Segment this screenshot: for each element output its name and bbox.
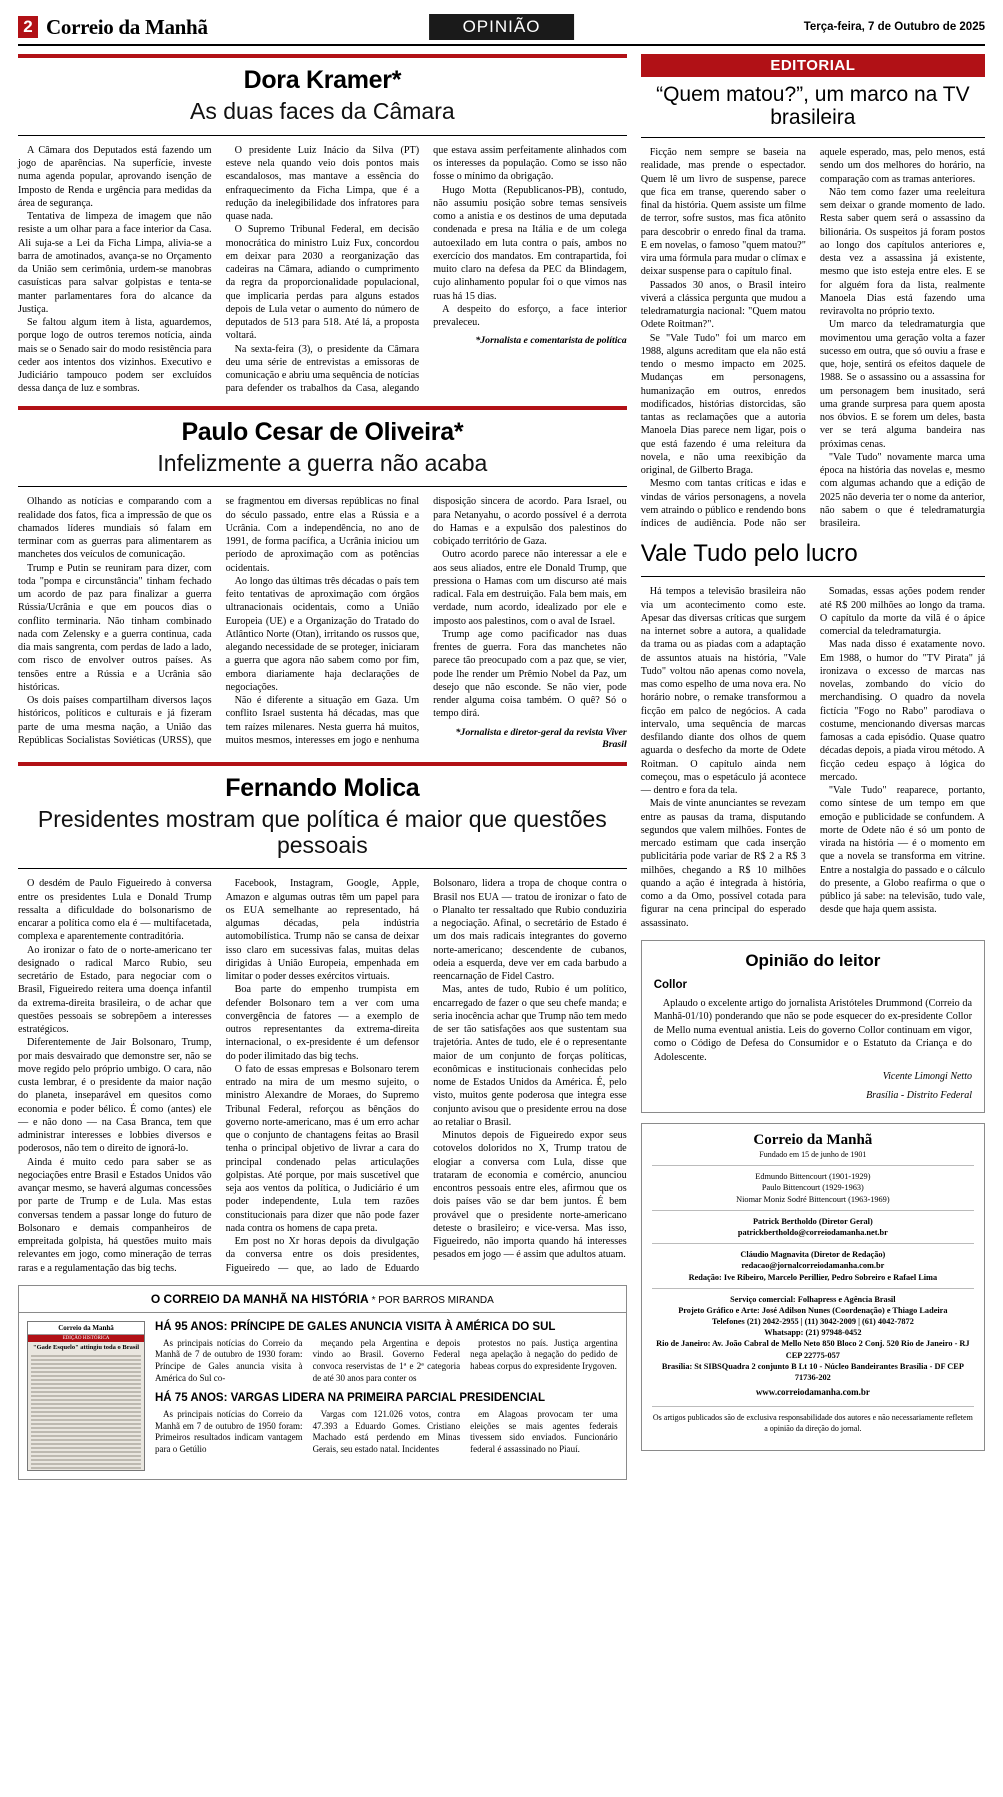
imprint-address-rj: Rio de Janeiro: Av. João Cabral de Mello Neto 850 Bloco 2 Conj. 520 Rio de Janeiro - RJ CEP 22775-057 (656, 1339, 970, 1360)
article-author: Paulo Cesar de Oliveira* (181, 417, 464, 446)
paragraph: Mais de vinte anunciantes se revezam entre as pausas da trama, disputando segundos que valem milhões. Fontes de mercado estimam que cada inserção publicitária pode variar de R$ 2 a R$ 3 milhões, chegando a R$ 10 milhões quando a ação é integrada à história, como a da Omo, possível cotada para figurar na cena principal do esperado assassinato. (640, 798, 806, 929)
history-block (155, 1392, 618, 1455)
issue-date: Terça-feira, 7 de Outubro de 2025 (803, 21, 985, 33)
paragraph: Trump age como pacificador nas duas frentes de guerra. Fora das manchetes não parece tão preocupado com a paz que, se vier, pode lhe render um Prêmio Nobel da Paz, um desejo que não esconde. Se não vier, pode render alguma coisa também. O quê? Só o tempo dirá. (433, 628, 627, 720)
vale-tudo-divider (641, 576, 985, 577)
history-block (155, 1321, 618, 1384)
imprint-website[interactable]: www.correiodamanha.com.br (755, 1387, 870, 1398)
imprint-divider (652, 1406, 974, 1407)
article-signature: *Jornalista e diretor-geral da revista Viver Brasil (455, 726, 627, 751)
paragraph: Não tem como fazer uma reeleitura sem deixar o grande momento de lado. Resta saber quem será o assassino da bilionária. Os suspeitos já foram postos ao longo dos capítulos anteriores e, desta vez a assassina já existente, mesmo que isto esteja entre eles. E se for alguém fora da lista, realmente Manoela Dias está fazendo uma reviravolta no próprio texto. (819, 186, 985, 318)
paragraph: Em post no Xr horas depois da divulgação da conversa entre os dois presidentes, Figueiredo — que, ao lado de Eduardo Bolsonaro, lidera a tropa de choque contra o Brasil nos EUA — tratou de ironizar o fato de o Planalto ter ressaltado que Rubio conduziria a negociação. Afinal, o secretário de Estado é um dos mais radicais integrantes do governo norte-americano; descendente de cubanos, odeia a esquerda, deve ver em cada barbudo a reencarnação de Fidel Castro. (225, 878, 627, 1274)
reader-opinion-text: Aplaudo o excelente artigo do jornalista Aristóteles Drummond (Correio da Manhã-01/10) ponderando que não se pode esquecer do ex-presidente Collor de Mello numa eventual anistia. Leis do governo Collor continuam em vigor, como o Código de Defesa do Consumidor e o Estatuto da Criança e do Adolescente. (653, 997, 972, 1063)
history-byline: * POR BARROS MIRANDA (371, 1294, 494, 1306)
thumbnail-strip: EDIÇÃO HISTÓRICA (28, 1335, 144, 1342)
imprint-paper-name: Correio da Manhã (753, 1132, 873, 1149)
paragraph: Minutos depois de Figueiredo expor seus cotovelos doloridos no X, Trump tratou de elogiar a conversa com Lula, disse que trataram de economia e comércio, anunciou encontros pessoais entre eles, afirmou que os dois países vão se dar bem juntos. É bem provável que o presidente norte-americano deteste o brasileiro; e vice-versa. Mas isso, Figueiredo, não importa quando há interesses pesados em jogo — é assim que adultos atuam. (433, 1130, 627, 1261)
article-redbar (18, 54, 627, 58)
paragraph: Não é diferente a situação em Gaza. Um conflito Israel sustenta há décadas, mas que tem raízes milenares. Nesta guerra há muitos, muitos mesmos, interesses em jogo e nenhuma disposição sincera de acordo. Para Israel, ou para Netanyahu, o acordo possível é a derrota do Hamas e a expulsão dos palestinos do cobiçado território de Gaza. (225, 496, 627, 746)
imprint-director: Paulo Bittencourt (1929-1963) (761, 1183, 864, 1193)
thumbnail-masthead: Correio da Manhã (28, 1322, 144, 1335)
paper-name: Correio da Manhã (46, 14, 208, 39)
imprint-divider (652, 1243, 974, 1244)
paragraph: Tentativa de limpeza de imagem que não resiste a um olhar para a face interior da Casa. Ali suja-se a Lei da Ficha Limpa, alivia-se a barra de amotinados, avança-se no Orçamento da União sem cerimônia, urdem-se manobras casuísticas para salvar golpistas e tenta-se manter parlamentares fora do alcance da Justiça. (18, 211, 212, 315)
section-banner: OPINIÃO (429, 14, 575, 40)
article-dora-kramer (18, 54, 627, 396)
vale-tudo-title: Vale Tudo pelo lucro (640, 540, 858, 568)
page-number: 2 (18, 16, 38, 38)
imprint-project: Projeto Gráfico e Arte: José Adilson Nunes (Coordenação) e Thiago Ladeira (678, 1305, 948, 1315)
article-headline: As duas faces da Câmara (190, 98, 455, 124)
imprint-redacao-email[interactable]: redacao@jornalcorreiodamanha.com.br (741, 1261, 885, 1271)
article-divider (18, 486, 627, 487)
thumbnail-text-lines (28, 1353, 144, 1471)
article-author: Fernando Molica (225, 773, 420, 802)
history-thumbnail (27, 1321, 145, 1471)
article-paulo-cesar-oliveira (18, 406, 627, 752)
thumbnail-headline: "Gade Esquelo" attingiu toda o Brasil (33, 1343, 139, 1351)
imprint-redacao-team: Redação: Ive Ribeiro, Marcelo Perillier, Pedro Sobreiro e Rafael Lima (688, 1272, 938, 1282)
imprint-address-bsb: Brasília: St SIBSQuadra 2 conjunto B Lt 10 - Núcleo Bandeirantes Brasília - DF CEP 71736-202 (661, 1361, 964, 1383)
editorial-title: “Quem matou?”, um marco na TV brasileira (656, 83, 970, 130)
imprint-phones: Telefones (21) 2042-2955 | (11) 3042-2009 | (61) 4042-7872 (711, 1317, 914, 1327)
article-headline: Presidentes mostram que política é maior que questões pessoais (37, 805, 607, 858)
paragraph: Trump e Putin se reuniram para dizer, com toda "pompa e circunstância" tinham fechado um acordo de paz para finalizar a guerra Rússia/Ucrânia e que em poucos dias o conflito terminaria. Não tinham combinado nada com Zelensky e a guerra continua, cada dia mais sangrenta, com perdas de lado a lado, com risco de envolver outros países. As tensões entre a Rússia e a Ucrânia são históricas. (18, 562, 212, 693)
paragraph: Mas nada disso é exatamente novo. Em 1988, o humor do "TV Pirata" já ironizava o excesso de marcas nas novelas, zombando do vício do merchandising. O quadro da novela fictícia "Fogo no Rabo" parodiava o costume, mencionando diversas marcas famosas a cada episódio. Quase quatro décadas depois, a piada virou método. A ficção cedeu espaço à lógica do mercado. (819, 639, 985, 783)
paragraph: Ao longo das últimas três décadas o país tem feito tentativas de aproximação com órgãos ultranacionais ocidentais, como a União Europeia (UE) e a Organização do Tratado do Atlântico Norte (Otan), irritando os russos que, alegando necessidade de se proteger, iniciaram a guerra que agora não sabem como por fim, embora diariamente haja declarações de negociações. (225, 575, 420, 693)
paragraph: As principais notícias do Correio da Manhã em 7 de outubro de 1950 foram: Primeiros resultados indicam vantagem para o Getúlio (155, 1409, 303, 1454)
paragraph: A despeito do esforço, a face interior prevaleceu. (433, 303, 627, 328)
reader-opinion-signature: Vicente Limongi Netto (882, 1071, 972, 1083)
paragraph: O fato de essas empresas e Bolsonaro terem entrado na mira de um mesmo sujeito, o ministro Alexandre de Moraes, do Supremo Tribunal Federal, reforçou as bênçãos do governo norte-americano, mas é um erro achar que o conjunto de chantagens feitas ao Brasil tenha o principal objetivo de livrar a cara do principal condenado pelas articulações golpistas. Até porque, por mais suscetível que seja aos ventos da política, o Judiciário é um poder independente, Lula tem razões constitucionais para dizer que não pode fazer nada contra os homens de capa preta. (225, 1063, 420, 1234)
paragraph: Passados 30 anos, o Brasil inteiro viverá a clássica pergunta que mudou a teledramaturgia nacional: "Quem matou Odete Roitman?". (640, 279, 806, 331)
imprint-founded: Fundado em 15 de junho de 1901 (759, 1150, 867, 1160)
imprint-editor: Patrick Bertholdo (Diretor Geral) (752, 1216, 873, 1226)
paragraph: Ao ironizar o fato de o norte-americano ter designado o radical Marco Rubio, seu secretário de Estado, para negociar com o Brasil, Figueiredo reitera uma doença infantil da extrema-direita brasileira, o de achar que questões pessoais se sobrepõem a interesses estratégicos. (18, 944, 212, 1036)
editorial-body (641, 146, 985, 530)
paragraph: O presidente Luiz Inácio da Silva (PT) esteve nela quando veio dois pontos mais escandalosos, mas mantave a essência do enfraquecimento da Ficha Limpa, que é a redução da inelegibilidade dos infratores para quase nada. (225, 144, 420, 222)
paragraph: Mesmo com tantas críticas e idas e vindas de vários personagens, a novela vem atraindo o público e rendendo bons índices de audiência. Pode não ser aquele esperado, mas, pelo menos, está sendo um dos melhores do horário, na comparação com as tramas anteriores. (640, 147, 985, 530)
article-body (18, 495, 627, 752)
editorial-tag: EDITORIAL (641, 54, 985, 77)
paragraph: em Alagoas provocam ter uma eleições se mais agentes federais tivessem sido enviados. Funcionário federal é assassinado no Piauí. (470, 1409, 618, 1454)
history-header (19, 1286, 626, 1313)
history-body (19, 1313, 626, 1479)
imprint-divider (652, 1165, 974, 1166)
editorial-divider (641, 137, 985, 138)
paragraph: Facebook, Instagram, Google, Apple, Amazon e algumas outras têm um papel para os EUA semelhante ao representado, há algumas décadas, pela indústria automobilística. Trump não se cansa de deixar isso claro em sucessivas falas, muitas delas dirigidas à União Europeia, empenhada em limitar o poder desses exércitos virtuais. (225, 878, 420, 983)
history-box (18, 1285, 627, 1480)
paragraph: Diferentemente de Jair Bolsonaro, Trump, por mais desvairado que demonstre ser, não se move regido pelo próprio umbigo. O cara, não custa lembrar, é o presidente da maior nação do planeta, inseparável em quesitos como economia e poder bélico. É como (antes) ele — e não dono — na Casa Branca, tem que administrar interesses e lobbies diversos e poderosos, não tem o direito de ignorá-lo. (18, 1037, 212, 1155)
paragraph: meçando pela Argentina e depois vindo ao Brasil. Governo Federal convoca reservistas de 1ª e 2ª categoria de até 30 anos para conter os (312, 1337, 461, 1383)
reader-opinion-subject: Collor (653, 978, 687, 991)
paragraph: Na sexta-feira (3), o presidente da Câmara deu uma série de entrevistas a emissoras de comunicação e abriu uma sequência de notícias para defender os trabalhos da Casa, alegando que estava assim perfeitamente alinhados com os interesses da população. Como se isso não fosse o mínimo da obrigação. (225, 144, 627, 395)
paragraph: Boa parte do empenho trumpista em defender Bolsonaro tem a ver com uma convergência de fatores — a exemplo de outros representantes da extrema-direita internacional, o ex-presidente é um defensor do poder ilimitado das big techs. (225, 984, 420, 1062)
paragraph: A Câmara dos Deputados está fazendo um jogo de aparências. Na superfície, investe numa agenda popular, aprovando isenção de Imposto de Renda e urgência para medidas da área de segurança. (18, 144, 212, 209)
article-divider (18, 868, 627, 869)
vale-tudo-body (641, 585, 985, 930)
imprint-divider (652, 1288, 974, 1289)
imprint-director: Niomar Moniz Sodré Bittencourt (1963-1969) (736, 1194, 890, 1204)
reader-opinion-box (641, 940, 985, 1113)
imprint-divider (652, 1210, 974, 1211)
paragraph: Os dois países compartilham diversos laços históricos, políticos e culturais e já fizeram parte de uma mesma nação, a União das Repúblicas Socialistas Soviéticas (URSS), que se fragmentou em diversas repúblicas no final do século passado, entre elas a Rússia e a Ucrânia. Com a independência, no ano de 1991, de forma pacífica, a Ucrânia iniciou um período de aproximação com as potências ocidentais. (18, 496, 420, 746)
paragraph: "Vale Tudo" novamente marca uma época na história das novelas e, mesmo com algumas achando que a edição de 2025 não deveria ter o nome da anterior, não sabem o que é teledramaturgia brasileira. (819, 451, 985, 530)
paragraph: O Supremo Tribunal Federal, em decisão monocrática do ministro Luiz Fux, concordou em deixar para 2030 a reorganização das cadeiras na Câmara, adiando o cumprimento da regra da proporcionalidade populacional, que implicaria perdas para alguns estados depois de Lula vetar o aumento do número de deputados de 513 para 518. Até lá, a proposta voltará. (225, 224, 420, 342)
masthead (18, 14, 985, 40)
article-body (18, 877, 627, 1275)
left-column (18, 54, 627, 1480)
page-body (18, 54, 985, 1480)
paragraph: Hugo Motta (Republicanos-PB), contudo, não assumiu posição sobre temas sensíveis como a anistia e os destinos de uma deputada condenada e presa na Itália e de um colega autoexilado em luta contra o país, ambos no exercício dos mandatos. Em contrapartida, foi muito claro na defesa da PEC da Blindagem, cujo alinhamento popular foi o que vimos nas ruas há 15 dias. (433, 184, 627, 302)
history-block-body (155, 1338, 618, 1384)
paragraph: Olhando as notícias e comparando com a realidade dos fatos, fica a impressão de que os chamados líderes mundiais só falam em terminar com as guerras para alimentarem as manchetes dos veículos de comunicação. (18, 496, 212, 561)
paragraph: Outro acordo parece não interessar a ele e aos seus aliados, entre ele Donald Trump, que pressiona o Hamas com um discurso até mais radical. Fala em destruição. Fala bem mais, em verdade, num acordo, idealizado por ele e imposto aos palestinos, com o aval de Israel. (433, 549, 627, 627)
article-signature: *Jornalista e comentarista de política (475, 335, 627, 347)
paragraph: Um marco da teledramaturgia que movimentou uma geração volta a fazer sucesso em outra, que só ouviu a frase e que, hoje, sentirá os efeitos daquele de 1988. Se o assassino ou a assassina for um personagem bem inusitado, será uma grande surpresa para quem aposta nos óbvios. E se forem um deles, basta ver se terá alguma bandeira nas próximas cenas. (819, 319, 985, 450)
history-title: O CORREIO DA MANHÃ NA HISTÓRIA (150, 1291, 369, 1306)
article-divider (18, 135, 627, 136)
history-block-title: HÁ 95 ANOS: PRÍNCIPE DE GALES ANUNCIA VISITA À AMÉRICA DO SUL (155, 1320, 556, 1333)
paragraph: Vargas com 121.026 votos, contra 47.393 a Eduardo Gomes. Cristiano Machado está perdendo em Minas Gerais, seu estado natal. Incidentes (312, 1409, 461, 1454)
masthead-imprint (641, 1123, 985, 1451)
imprint-editor-email[interactable]: patrickbertholdo@correiodamanha.net.br (737, 1227, 888, 1237)
article-author: Dora Kramer* (243, 66, 402, 94)
imprint-redacao-director: Cláudio Magnavita (Diretor de Redação) (740, 1250, 886, 1260)
article-redbar (18, 762, 627, 766)
imprint-whatsapp: Whatsapp: (21) 97948-0452 (764, 1328, 862, 1338)
imprint-service: Serviço comercial: Folhapress e Agência Brasil (730, 1294, 896, 1304)
imprint-director: Edmundo Bittencourt (1901-1929) (755, 1172, 871, 1182)
paragraph: Ainda é muito cedo para saber se as negociações entre Brasil e Estados Unidos vão avançar mesmo, se haverá algumas concessões por parte de Trump e de Lula. Mas estas conversas tendem a passar longe do futuro de Bolsonaro e demais companheiros de empreitada golpista, há questões muito mais relevantes em jogo, como mineração de terras raras e a regulamentação das big techs. (18, 1156, 212, 1274)
paragraph: As principais notícias do Correio da Manhã de 7 de outubro de 1930 foram: Príncipe de Gales anuncia visita à América do Sul co- (155, 1337, 303, 1383)
paragraph: Se "Vale Tudo" foi um marco em 1988, alguns acreditam que ela não está tendo o mesmo impacto em 2025. Mudanças em personagens, humanização em outros, enredos modificados, histórias distorcidas, são tantas as reclamações que a autoria Manoela Dias parece nem ligar, pois o que está fazendo é uma releitura da novela, e não uma reexibição da original, de Gilberto Braga. (640, 332, 806, 477)
masthead-rule (18, 44, 985, 46)
history-block-body (155, 1409, 618, 1455)
paragraph: "Vale Tudo" reaparece, portanto, como síntese de um tempo em que emoção e publicidade se confundem. A morte de Odete não é só um ponto de virada na história — é o momento em que a novela se transforma em vitrine. Entre a nostalgia do passado e o cálculo do presente, a Globo reafirma o que o público já sabe: na televisão, tudo vale, desde que haja quem assista. (819, 785, 985, 916)
right-column (641, 54, 985, 1480)
paragraph: Ficção nem sempre se baseia na realidade, mas prende o espectador. Quem lê um livro de suspense, parece que fica em transe, querendo saber o final da história. Quem assiste um filme de terror, sofre sustos, mas fica atônito para descobrir o enredo final da trama. E em novelas, o famoso "quem matou?" vira uma fórmula para mudar o clímax e deixar suspense para o capítulo final. (640, 147, 806, 278)
article-headline: Infelizmente a guerra não acaba (157, 449, 488, 476)
paragraph: Se faltou algum item à lista, aguardemos, porque logo de outros teremos notícia, ainda mais se o Senado sair do modo resistência para ceder aos intentos dos vizinhos. Executivo e Judiciário tampouco podem ser excluídos dessa dança de luz e sombras. (18, 317, 212, 395)
reader-opinion-place: Brasília - Distrito Federal (866, 1090, 972, 1102)
paragraph: Mas, antes de tudo, Rubio é um político, encarregado de fazer o que seu chefe manda; e seria inocência achar que Trump não tem medo de ser tão satisfações aos que sustentam sua trajetória. Antes de tudo, ele é o representante maior de um conjunto de forças políticas, econômicas e institucionais conhecidas pelo nome de Estados Unidos da América. É, pelo visto, muitos gente poderosa que integra esse conjunto avisou que o presidente errou na dose ao retaliar o Brasil. (433, 984, 627, 1128)
history-block-title: HÁ 75 ANOS: VARGAS LIDERA NA PRIMEIRA PARCIAL PRESIDENCIAL (155, 1392, 545, 1405)
article-body (18, 144, 627, 396)
paragraph: protestos no país. Justiça argentina nega apelação à negação do pedido de habeas corpus do expresidente Irygoven. (470, 1337, 618, 1371)
paragraph: Somadas, essas ações podem render até R$ 200 milhões ao longo da trama. O capítulo da morte da vilã é o ápice comercial da teledramaturgia. (819, 586, 985, 638)
paragraph: O desdém de Paulo Figueiredo à conversa entre os presidentes Lula e Donald Trump ressalta a dificuldade do bolsonarismo de encarar a política como ela é — multifacetada, complexa e aparentemente contraditória. (18, 878, 212, 943)
history-columns (155, 1321, 618, 1471)
article-fernando-molica (18, 762, 627, 1275)
paragraph: Há tempos a televisão brasileira não via um acontecimento como este. Apesar das diversas críticas que surgem na internet sobre a autora, a qualidade da trama ou as piadas com a adaptação de assuntos atuais na história, "Vale Tudo" voltou não apenas como novela, mas como espelho de uma nova era. No horário nobre, o remake transformou a ficção em palco de negócios. A cada intervalo, uma sequência de marcas desfilando diante dos olhos de quem aguarda o desfecho da morte de Odete Roitman. O capítulo ainda nem começou, mas o espetáculo já acontece — dentro e fora da tela. (640, 586, 806, 797)
reader-opinion-title: Opinião do leitor (745, 950, 881, 970)
imprint-note: Os artigos publicados são de exclusiva responsabilidade dos autores e não necessariamente refletem a opinião da direção do jornal. (652, 1413, 973, 1433)
article-redbar (18, 406, 627, 410)
